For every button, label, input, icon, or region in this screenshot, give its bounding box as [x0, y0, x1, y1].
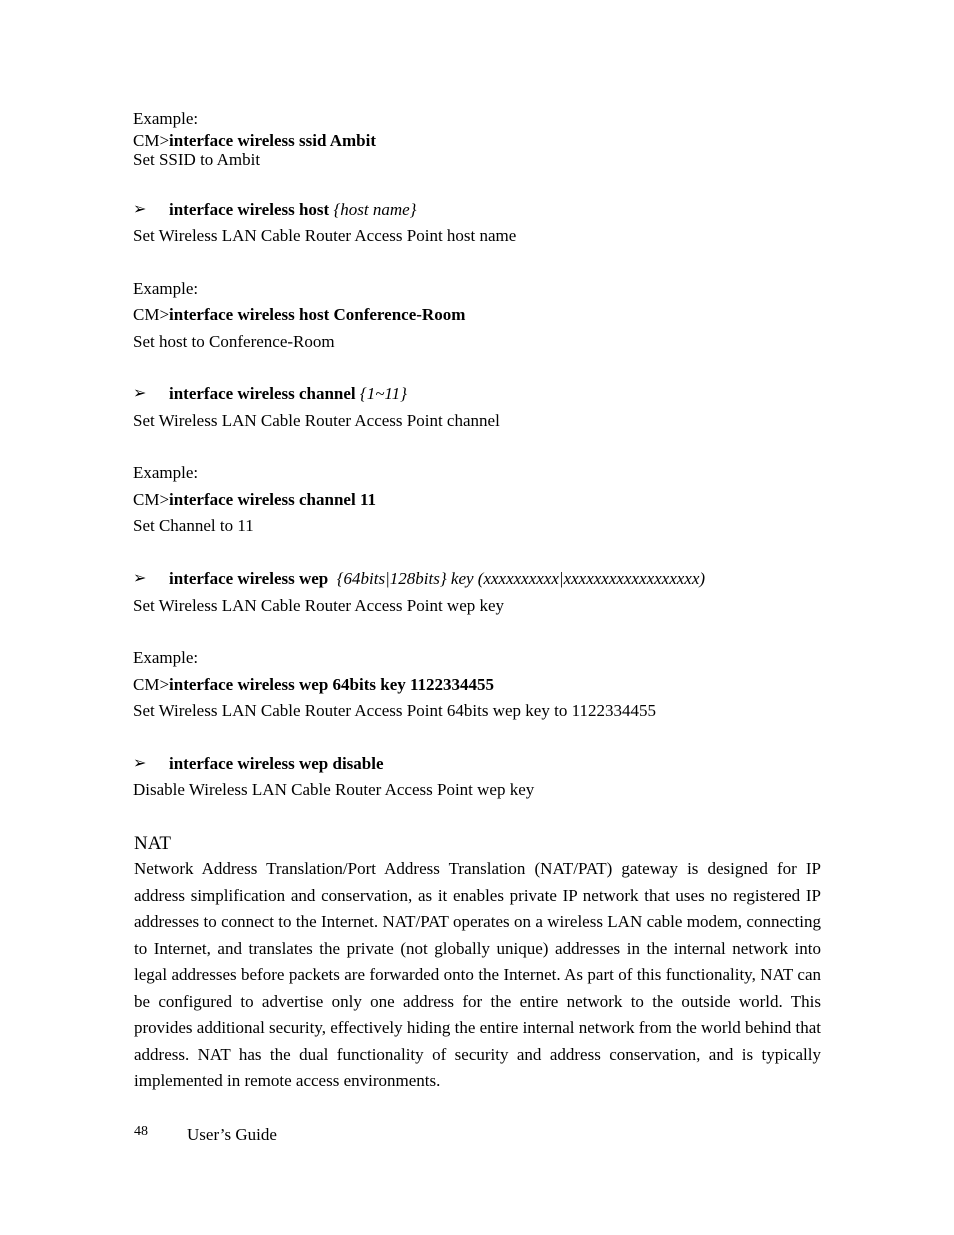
command-text: interface wireless host Conference-Room: [169, 305, 466, 324]
command-name: interface wireless host: [169, 200, 330, 219]
command-text: interface wireless wep 64bits key 1122334455: [169, 675, 495, 694]
command-text: interface wireless channel 11: [169, 490, 377, 509]
example-result: Set Channel to 11: [133, 516, 254, 535]
prompt: CM>: [133, 305, 170, 324]
command-name: interface wireless wep: [169, 569, 329, 588]
example-label: Example:: [133, 279, 199, 298]
prompt: CM>: [133, 675, 170, 694]
command-description: Set Wireless LAN Cable Router Access Point wep key: [133, 596, 505, 615]
bullet-arrow-icon: ➢: [133, 385, 147, 402]
example-label: Example:: [133, 648, 199, 667]
example-label: Example:: [133, 463, 199, 482]
footer-title: User’s Guide: [187, 1125, 277, 1144]
command-syntax: [169, 569, 705, 589]
prompt: CM>: [133, 131, 170, 150]
prompt: CM>: [133, 490, 170, 509]
nat-paragraph: Network Address Translation/Port Address Translation (NAT/PAT) gateway is designed for IP address simplification and conservation, as it enables private IP network that uses no registered IP addresses to connect to the Internet. NAT/PAT operates on a wireless LAN cable modem, connecting to Internet, and translates the private (not globally unique) addresses in the internal network into legal addresses before packets are forwarded onto the Internet. As part of this functionality, NAT can be configured to advertise only one address for the entire network to the outside world. This provides additional security, effectively hiding the entire internal network from the world behind that address. NAT has the dual functionality of security and address conservation, and is typically implemented in remote access environments.: [134, 859, 821, 1090]
command-description: Disable Wireless LAN Cable Router Access Point wep key: [133, 780, 535, 799]
command-argument: {1~11}: [359, 384, 407, 403]
bullet-arrow-icon: ➢: [133, 755, 147, 772]
example-result: Set host to Conference-Room: [133, 332, 335, 351]
command-description: Set Wireless LAN Cable Router Access Point host name: [133, 226, 517, 245]
example-result: Set SSID to Ambit: [133, 150, 261, 169]
command-argument: {host name}: [333, 200, 417, 219]
command-syntax: [169, 384, 407, 404]
example-label: Example:: [133, 109, 199, 128]
page-number: 48: [134, 1124, 148, 1139]
section-heading: NAT: [134, 833, 171, 854]
command-description: Set Wireless LAN Cable Router Access Point channel: [133, 411, 500, 430]
example-command: [133, 131, 376, 151]
example-command: [133, 675, 494, 695]
example-command: [133, 305, 465, 325]
bullet-arrow-icon: ➢: [133, 570, 147, 587]
command-text: interface wireless ssid Ambit: [169, 131, 377, 150]
command-name: interface wireless wep disable: [169, 754, 384, 773]
bullet-arrow-icon: ➢: [133, 201, 147, 218]
example-command: [133, 490, 376, 510]
command-syntax: [169, 754, 384, 774]
command-syntax: [169, 200, 416, 220]
example-result: Set Wireless LAN Cable Router Access Point 64bits wep key to 1122334455: [133, 701, 656, 720]
command-argument: {64bits|128bits} key (xxxxxxxxxx|xxxxxxxxxxxxxxxxxx): [336, 569, 706, 588]
command-name: interface wireless channel: [169, 384, 356, 403]
